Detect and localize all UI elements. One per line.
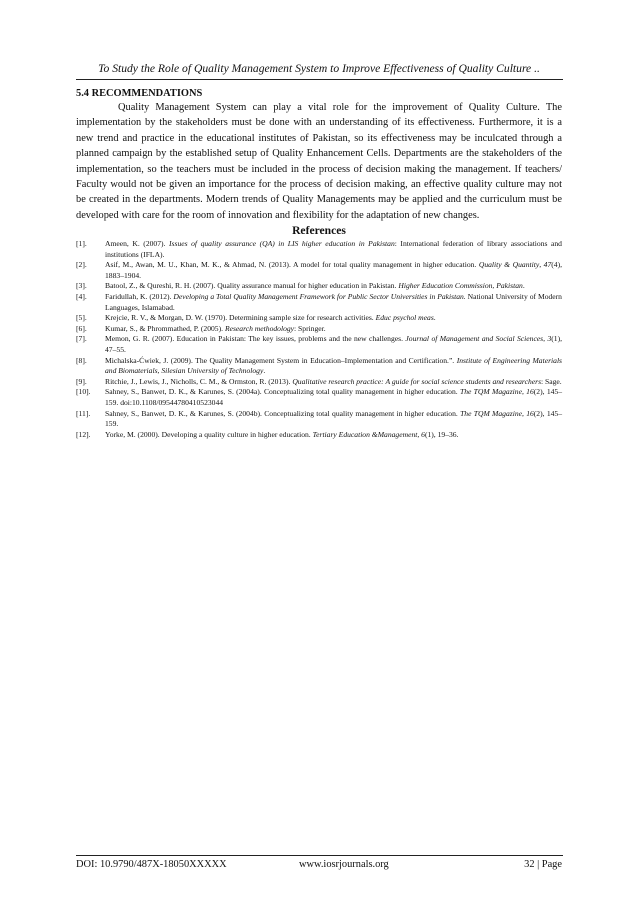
reference-segment: Ameen, K. (2007). [105,239,170,248]
reference-number: [6]. [76,323,87,333]
footer-divider [76,855,563,856]
reference-text [105,409,562,430]
reference-text [105,292,562,313]
reference-number: [2]. [76,260,87,270]
reference-item [76,377,562,388]
reference-segment: . [263,366,266,376]
reference-italic-segment: 6 [421,429,425,439]
reference-number: [7]. [76,334,87,344]
reference-item [76,334,562,355]
footer-doi: DOI: 10.9790/487X-18050XXXXX [76,859,227,870]
running-header: To Study the Role of Quality Management System to Improve Effectiveness of Quality Culture .. [98,62,540,75]
reference-number: [3]. [76,281,87,291]
reference-italic-segment: Educ psychol meas [375,313,434,323]
reference-segment: , [522,408,527,418]
reference-segment: (1), 19–36. [424,429,459,439]
reference-text [105,387,562,408]
reference-italic-segment: Research methodology [224,323,295,333]
reference-segment: Michalska-Ćwiek, J. (2009). The Quality Management System in Education–Implementation and Certification.”. [105,355,457,365]
reference-segment: Yorke, M. (2000). Developing a quality culture in higher education. [105,429,313,439]
reference-italic-segment: Developing a Total Quality Management Framework for Public Sector Universities in Pakistan. [173,291,466,301]
header-divider [76,79,563,80]
reference-italic-segment: 16 [526,387,534,397]
reference-text [105,281,562,292]
reference-italic-segment: Issues of quality assurance (QA) in LIS higher education in Pakistan [169,239,395,248]
reference-italic-segment: Institute of Engineering Materials and Biomaterials, Silesian University of Technology [105,355,563,376]
reference-segment: Memon, G. R. (2007). Education in Pakistan: The key issues, problems and the new challenges. [105,334,406,344]
reference-italic-segment: The TQM Magazine [459,387,522,397]
reference-italic-segment: Tertiary Education &Management [312,429,418,439]
reference-italic-segment: Qualitative research practice: A guide for social science students and researchers [292,376,542,386]
reference-number: [8]. [76,355,87,365]
reference-item [76,409,562,430]
reference-text [105,260,562,281]
reference-text [105,324,562,335]
reference-item [76,260,562,281]
reference-number: [1]. [76,239,87,248]
reference-text [105,334,562,355]
reference-number: [11]. [76,408,91,418]
section-heading: 5.4 RECOMMENDATIONS [76,88,203,99]
references-list [76,239,562,440]
reference-segment: . [522,281,525,291]
reference-item [76,239,562,260]
reference-segment: (2), 145–159. [105,408,563,429]
reference-segment: , [539,260,544,270]
reference-segment: , [543,334,548,344]
reference-item [76,281,562,292]
reference-segment: , [521,387,527,397]
reference-item [76,430,562,441]
reference-segment: Asif, M., Awan, M. U., Khan, M. K., & Ahmad, N. (2013). A model for total quality management in higher education. [105,260,479,270]
reference-segment: (2), 145–159. doi:10.1108/09544780410523044 [105,387,563,407]
reference-number: [5]. [76,313,87,323]
references-heading: References [292,224,346,237]
reference-item [76,324,562,335]
reference-segment: Ritchie, J., Lewis, J., Nicholls, C. M., & Ormston, R. (2013). [105,376,293,386]
reference-segment: Faridullah, K. (2012). [105,291,174,301]
reference-segment: : International federation of library associations and institutions (IFLA). [105,239,562,259]
reference-segment: National University of Modern Languages, Islamabad. [105,291,562,312]
reference-segment: (4), 1883–1904. [105,260,563,280]
reference-segment: Sahney, S., Banwet, D. K., & Karunes, S. (2004a). Conceptualizing total quality management in higher education. [105,387,460,397]
reference-text [105,356,562,377]
reference-text [105,377,562,388]
reference-segment: : Sage. [541,376,562,386]
reference-segment: Batool, Z., & Qureshi, R. H. (2007). Quality assurance manual for higher education in Pakistan. [105,281,399,291]
reference-number: [12]. [76,429,91,439]
reference-text [105,313,562,324]
reference-italic-segment: 3 [547,334,552,344]
reference-item [76,313,562,324]
reference-italic-segment: Higher Education Commission, Pakistan [398,281,523,291]
reference-segment: . [433,313,436,323]
reference-italic-segment: 47 [543,260,552,270]
reference-segment: , [417,429,422,439]
reference-item [76,292,562,313]
reference-segment: Sahney, S., Banwet, D. K., & Karunes, S. (2004b). Conceptualizing total quality management in higher education. [105,408,461,418]
reference-text [105,239,562,260]
reference-segment: : Springer. [294,323,326,333]
reference-segment: Kumar, S., & Phrommathed, P. (2005). [105,323,225,333]
reference-number: [9]. [76,376,87,386]
reference-item [76,356,562,377]
reference-number: [10]. [76,387,91,397]
reference-segment: (1), 47–55. [105,334,563,354]
reference-italic-segment: Journal of Management and Social Sciences [405,334,544,344]
reference-item [76,387,562,408]
reference-number: [4]. [76,291,87,301]
footer-journal-link[interactable]: www.iosrjournals.org [299,859,389,870]
reference-italic-segment: The TQM Magazine [460,408,522,418]
footer-page-number: 32 | Page [524,859,562,870]
reference-italic-segment: Quality & Quantity [478,260,540,270]
reference-italic-segment: 16 [526,408,534,418]
recommendations-paragraph: Quality Management System can play a vital role for the improvement of Quality Culture. The implementation by the stakeholders must be done with an understanding of its effectiveness. Furthermore, it is a new trend and practice in the educational institutes of Pakistan, so its effectiveness may be inculcated through a planned campaign by the established setup of Quality Enhancement Cells. Departments are the stakeholders of the implementation, so the teachers must be included in the process of decision making the management. If teachers/ Faculty would not be given an importance for the process of decision making, an effective quality culture may not be created in the departments. Modern trends of Quality Managements may be applied and the curriculum must be developed with care for the room of innovation and flexibility for the adaptation of new changes. [76,102,562,221]
reference-text [105,430,562,441]
reference-segment: Krejcie, R. V., & Morgan, D. W. (1970). Determining sample size for research activities. [105,313,376,323]
